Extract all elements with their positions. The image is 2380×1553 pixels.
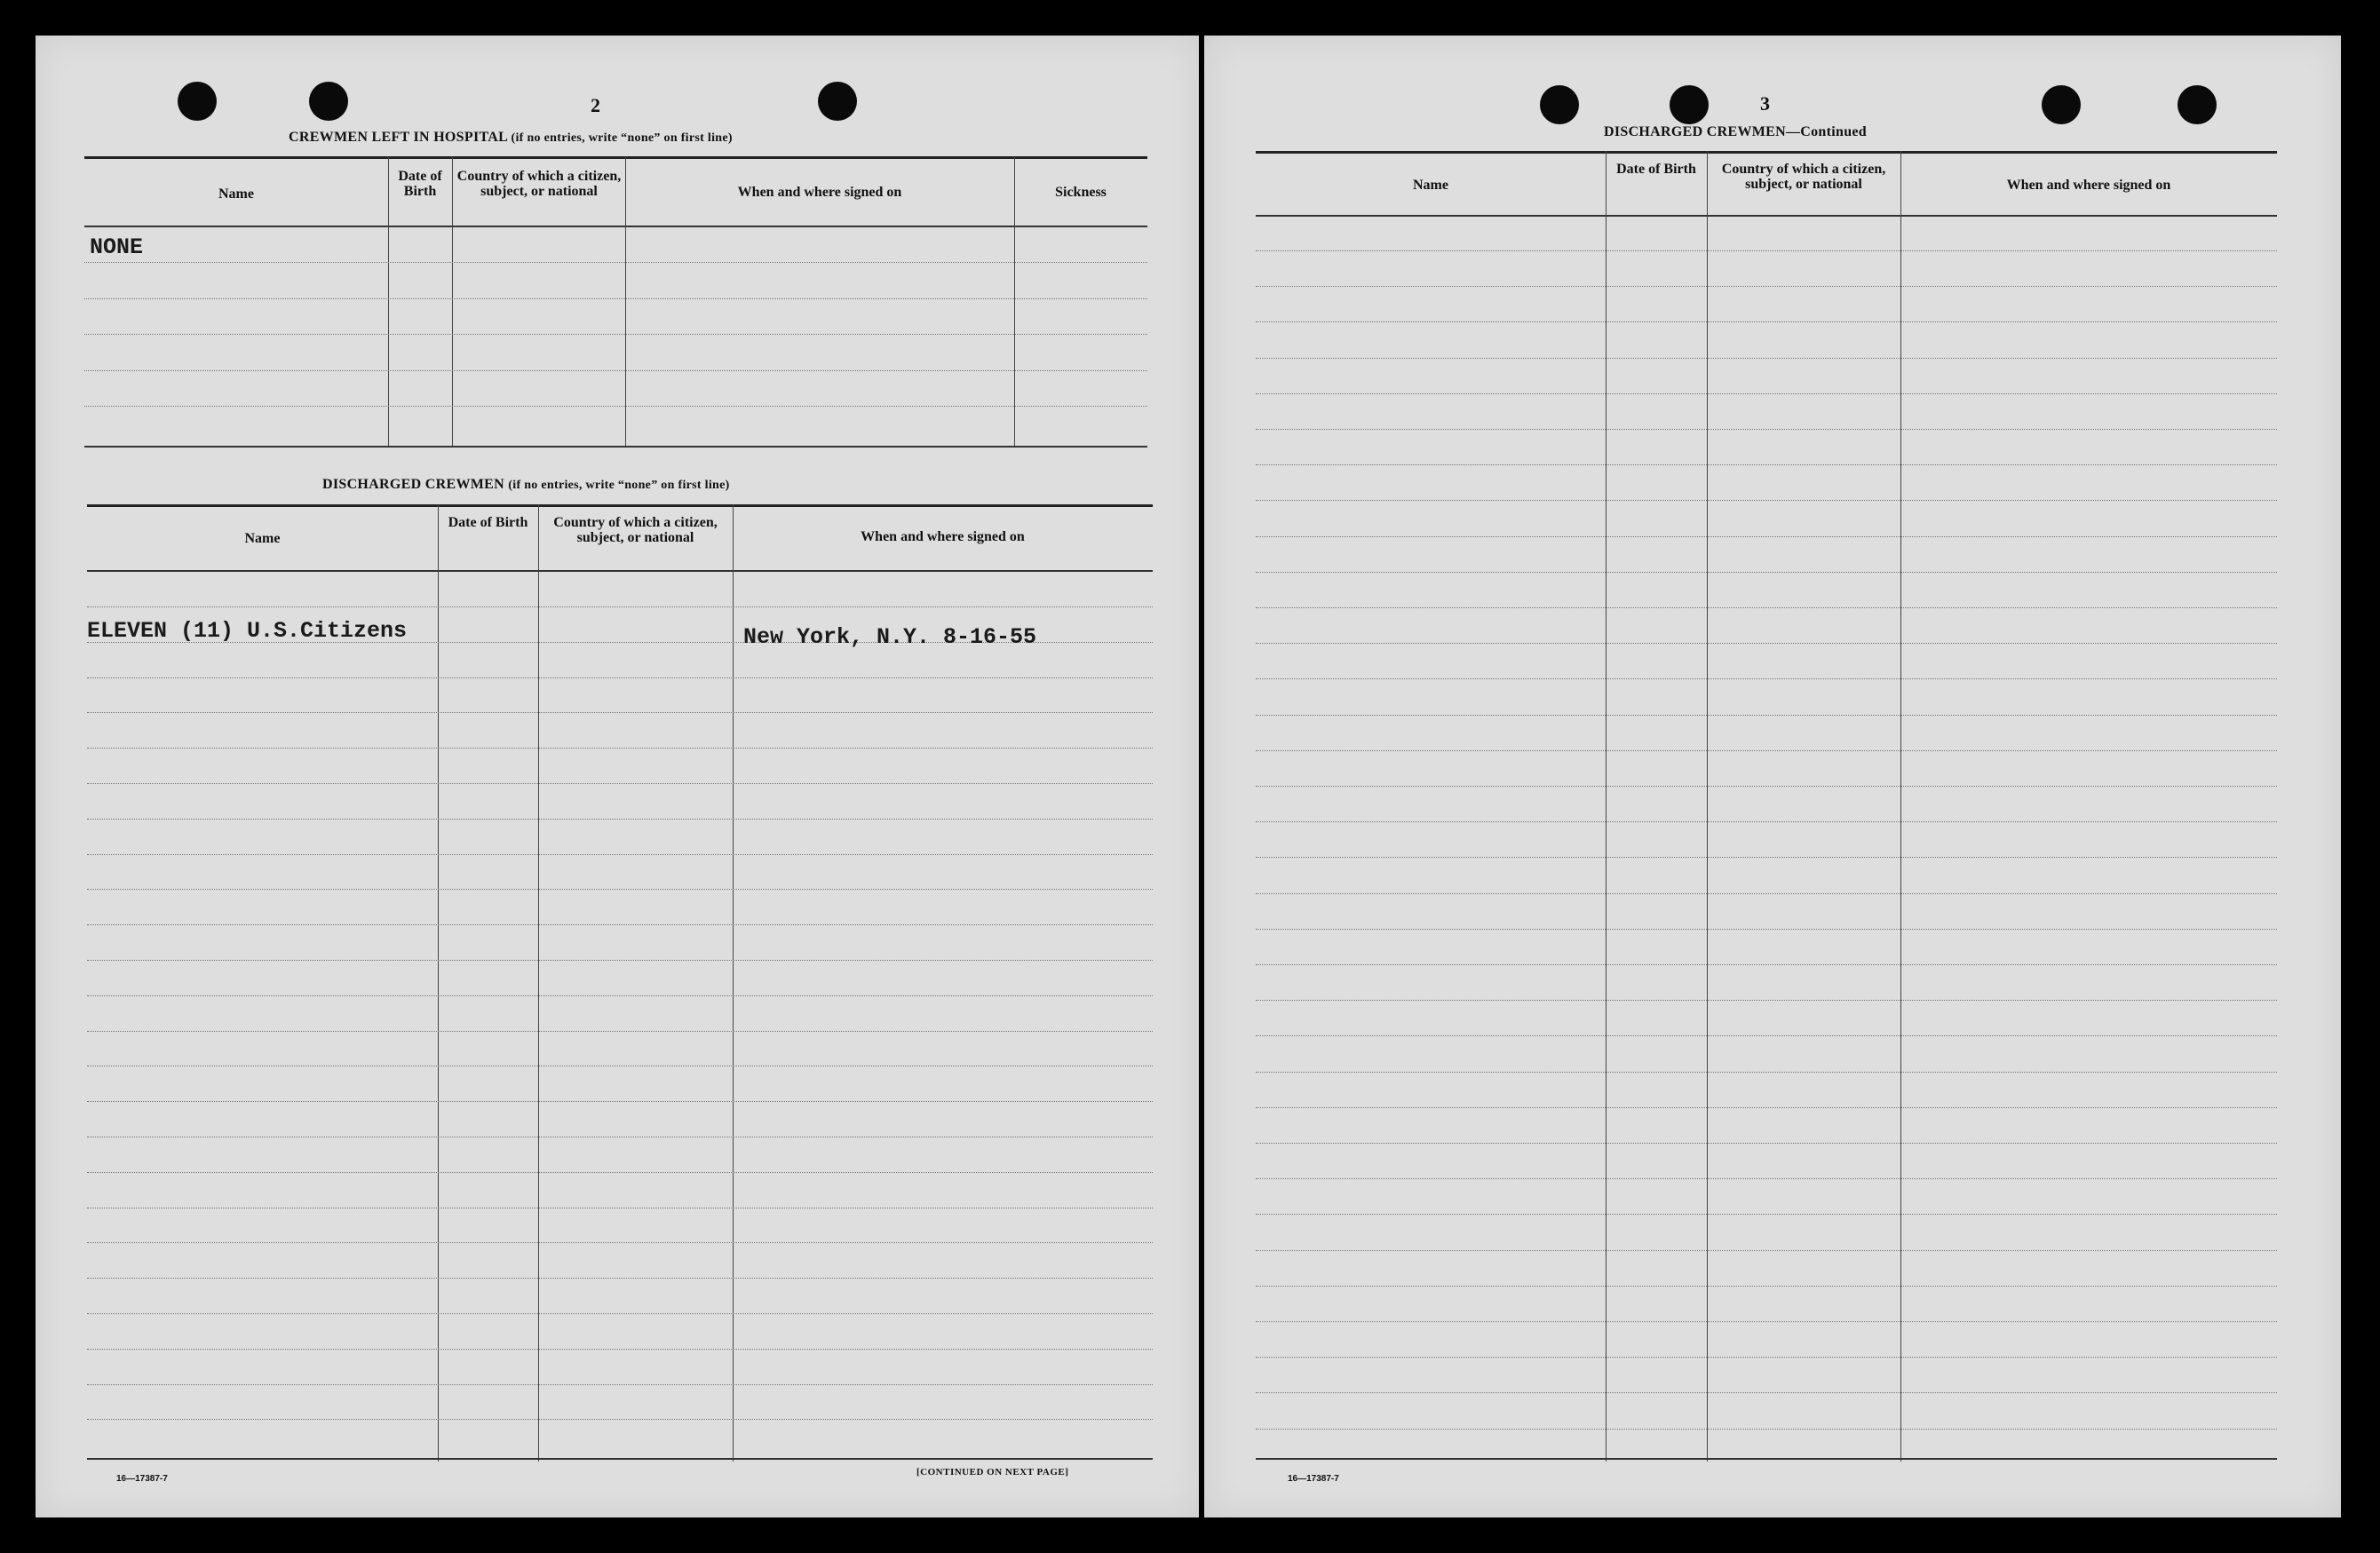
table-row (1256, 500, 2277, 501)
punch-hole (309, 82, 348, 121)
hospital-table (84, 156, 1147, 448)
discharged-table (87, 504, 1153, 1462)
table-row (1256, 857, 2277, 858)
continued-note: [CONTINUED ON NEXT PAGE] (916, 1467, 1069, 1478)
table-row (87, 960, 1153, 961)
table-row (1256, 964, 2277, 965)
table-row (87, 1031, 1153, 1032)
page-number: 2 (591, 94, 600, 116)
col-header-country: Country of which a citizen, subject, or national (553, 515, 718, 545)
table-row (84, 262, 1147, 263)
table-row (1256, 429, 2277, 430)
col-header-signed-on: When and where signed on (737, 185, 902, 200)
discharged-entry-signed-on: New York, N.Y. 8-16-55 (743, 624, 1037, 650)
col-header-name: Name (244, 531, 281, 546)
hospital-section-title: CREWMEN LEFT IN HOSPITAL (if no entries, write “none” on first line) (289, 130, 733, 145)
table-row (1256, 1000, 2277, 1001)
table-row (1256, 286, 2277, 287)
table-row (1256, 1250, 2277, 1251)
col-header-country: Country of which a citizen, subject, or national (1721, 162, 1886, 192)
table-row (87, 995, 1153, 996)
table-row (1256, 821, 2277, 822)
table-row (87, 1278, 1153, 1279)
table-row (87, 677, 1153, 678)
table-row (1256, 464, 2277, 465)
table-row (1256, 1143, 2277, 1144)
table-row (84, 370, 1147, 371)
col-header-signed-on: When and where signed on (2006, 178, 2171, 193)
table-row (1256, 1357, 2277, 1358)
table-row (87, 889, 1153, 890)
hospital-entry-name: NONE (90, 234, 144, 260)
table-row (1256, 643, 2277, 644)
table-row (87, 1349, 1153, 1350)
discharged-continued-title: DISCHARGED CREWMEN—Continued (1604, 124, 1867, 139)
table-row (84, 298, 1147, 299)
table-row (1256, 1429, 2277, 1430)
discharged-section-title: DISCHARGED CREWMEN (if no entries, write “none” on first line) (322, 477, 730, 492)
table-row (1256, 1035, 2277, 1036)
table-row (87, 1172, 1153, 1173)
table-row (1256, 393, 2277, 394)
table-row (1256, 572, 2277, 573)
table-row (1256, 786, 2277, 787)
discharged-entry-name: ELEVEN (11) U.S.Citizens (87, 618, 408, 644)
punch-hole (1670, 85, 1709, 124)
table-row (1256, 250, 2277, 251)
table-row (87, 1313, 1153, 1314)
table-row (1256, 358, 2277, 359)
table-row (87, 819, 1153, 820)
col-header-date-of-birth: Date of Birth (448, 515, 528, 530)
punch-hole (178, 82, 217, 121)
col-header-signed-on: When and where signed on (861, 529, 1025, 544)
table-row (1256, 893, 2277, 894)
table-row (1256, 715, 2277, 716)
discharged-continued-table (1256, 151, 2277, 1462)
table-row (1256, 607, 2277, 608)
table-row (1256, 1072, 2277, 1073)
table-row (87, 748, 1153, 749)
table-row (87, 606, 1153, 607)
punch-hole (1540, 85, 1579, 124)
col-header-sickness: Sickness (1055, 185, 1107, 200)
col-header-date-of-birth: Date of Birth (398, 169, 442, 199)
table-row (1256, 1286, 2277, 1287)
table-row (87, 1242, 1153, 1243)
table-row (84, 334, 1147, 335)
table-row (1256, 1321, 2277, 1322)
col-header-name: Name (218, 186, 254, 202)
table-row (87, 1419, 1153, 1420)
col-header-name: Name (1413, 178, 1448, 193)
table-row (87, 712, 1153, 713)
form-number: 16—17387-7 (1288, 1474, 1339, 1484)
punch-hole (2178, 85, 2217, 124)
table-row (1256, 750, 2277, 751)
table-row (87, 854, 1153, 855)
table-row (1256, 678, 2277, 679)
table-row (1256, 536, 2277, 537)
table-row (87, 924, 1153, 925)
table-row (84, 406, 1147, 407)
right-form-page (1204, 36, 2341, 1517)
table-row (1256, 1214, 2277, 1215)
table-row (1256, 1392, 2277, 1393)
punch-hole (818, 82, 857, 121)
table-row (1256, 929, 2277, 930)
col-header-country: Country of which a citizen, subject, or national (456, 169, 622, 199)
table-row (1256, 1107, 2277, 1108)
table-row (1256, 1178, 2277, 1179)
col-header-date-of-birth: Date of Birth (1616, 162, 1696, 177)
left-form-page (36, 36, 1199, 1517)
table-row (87, 1384, 1153, 1385)
table-row (87, 1101, 1153, 1102)
table-row (1256, 321, 2277, 322)
table-row (87, 783, 1153, 784)
punch-hole (2042, 85, 2081, 124)
form-number: 16—17387-7 (116, 1474, 168, 1484)
page-number: 3 (1760, 92, 1770, 115)
